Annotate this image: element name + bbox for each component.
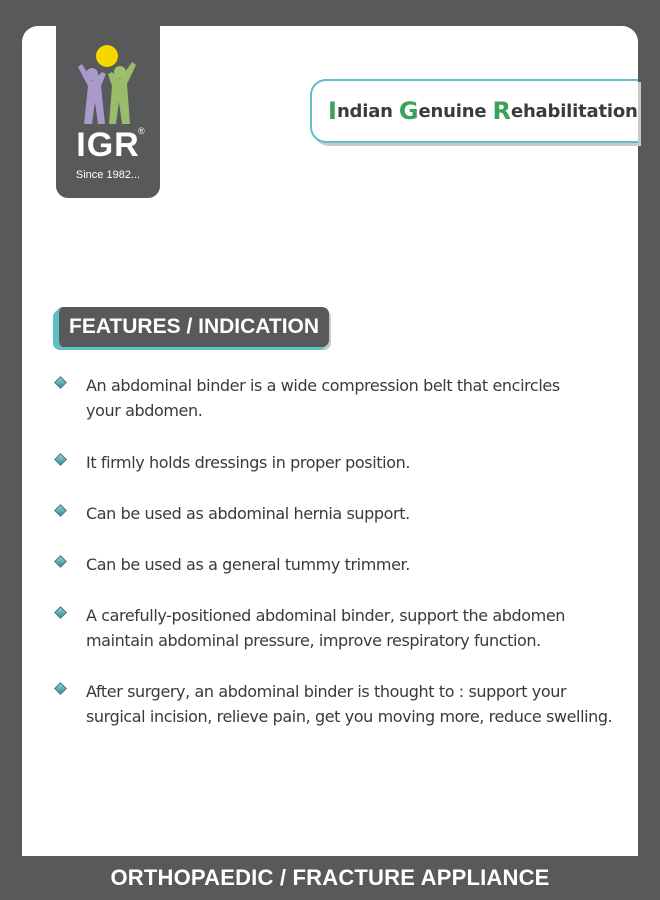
people-celebrating-icon	[70, 44, 146, 126]
diamond-bullet-icon	[54, 555, 67, 568]
feature-text: It firmly holds dressings in proper position.	[86, 453, 411, 472]
logo-wordmark: IGR	[76, 126, 140, 164]
section-title: FEATURES / INDICATION	[56, 307, 329, 347]
brand-banner	[310, 79, 638, 143]
brand-word-1-cap: I	[328, 97, 337, 125]
list-item	[56, 450, 626, 475]
list-item	[56, 501, 626, 526]
logo-since-text: Since 1982...	[75, 169, 141, 181]
diamond-bullet-icon	[54, 453, 67, 466]
igr-logo	[56, 26, 160, 198]
brand-word-2-cap: G	[398, 97, 419, 125]
footer-category: ORTHOPAEDIC / FRACTURE APPLIANCE	[110, 865, 550, 890]
diamond-bullet-icon	[54, 606, 67, 619]
feature-text: A carefully-positioned abdominal binder, support the abdomen maintain abdominal pressure, improve respiratory function.	[86, 606, 566, 650]
feature-text: Can be used as abdominal hernia support.	[86, 504, 410, 523]
diamond-bullet-icon	[54, 682, 67, 695]
brand-word-2-rest: enuine	[418, 100, 493, 122]
brand-word-3-cap: R	[492, 97, 511, 125]
brand-word-3-rest: ehabilitation	[510, 100, 638, 122]
feature-text: An abdominal binder is a wide compression belt that encircles your abdomen.	[86, 376, 560, 420]
list-item	[56, 679, 626, 729]
feature-text: After surgery, an abdominal binder is thought to : support your surgical incision, relieve pain, get you moving more, reduce swelling.	[86, 682, 613, 726]
diamond-bullet-icon	[54, 376, 67, 389]
diamond-bullet-icon	[54, 504, 67, 517]
feature-text: Can be used as a general tummy trimmer.	[86, 555, 410, 574]
list-item	[56, 552, 626, 577]
list-item	[56, 603, 626, 653]
content-card	[22, 26, 638, 856]
brand-word-1-rest: ndian	[336, 100, 399, 122]
registered-mark: ®	[138, 126, 145, 136]
list-item	[56, 373, 626, 423]
